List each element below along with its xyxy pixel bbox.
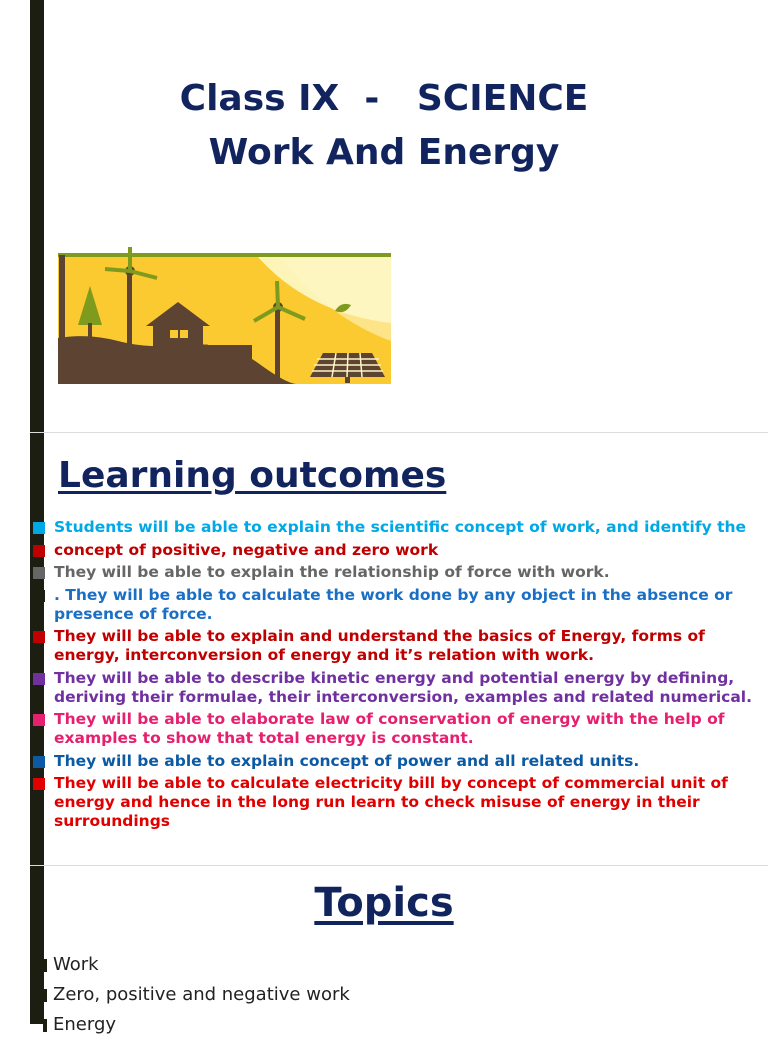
topics-heading: Topics [314, 880, 454, 926]
topic-item [38, 980, 350, 1010]
learning-outcome-text: They will be able to explain concept of power and all related units. [54, 751, 640, 770]
square-bullet-icon [33, 631, 45, 643]
renewable-energy-illustration [58, 253, 391, 384]
learning-outcome-text: They will be able to explain and understand the basics of Energy, forms of energy, interconversion of energy and it’s relation with work. [54, 627, 705, 664]
learning-outcome-item [33, 774, 768, 831]
learning-outcome-text: They will be able to explain the relationship of force with work. [54, 563, 610, 581]
learning-outcome-text: They will be able to calculate electricity bill by concept of commercial unit of energy and hence in the long run learn to check misuse of energy in their surroundings [54, 774, 728, 830]
slide-topics [0, 866, 768, 1035]
learning-outcome-item [33, 541, 768, 560]
learning-outcomes-list [33, 518, 768, 835]
slide-title [0, 0, 768, 432]
learning-outcome-item [33, 518, 768, 537]
square-bullet-icon [33, 567, 45, 579]
square-bullet-icon [33, 545, 45, 557]
learning-outcome-text: They will be able to elaborate law of conservation of energy with the help of examples to show that total energy is constant. [54, 710, 725, 747]
learning-outcome-text: They will be able to describe kinetic energy and potential energy by defining, deriving their formulae, their interconversion, examples and related numerical. [54, 668, 752, 706]
learning-outcomes-heading: Learning outcomes [58, 455, 447, 496]
topic-text: Zero, positive and negative work [53, 984, 350, 1005]
learning-outcome-item [33, 586, 768, 624]
square-bullet-icon [33, 778, 45, 790]
slide-title-line-1: Class IX - SCIENCE [179, 78, 589, 119]
topic-item [38, 1010, 350, 1040]
learning-outcome-text: Students will be able to explain the scientific concept of work, and identify the [54, 518, 747, 536]
square-bullet-icon [33, 714, 45, 726]
topic-item [38, 950, 350, 980]
bar-bullet-icon [43, 989, 47, 1002]
square-bullet-icon [33, 756, 45, 768]
learning-outcome-text: . They will be able to calculate the work done by any object in the absence or presence of force. [54, 585, 733, 623]
bar-bullet-icon [43, 959, 47, 972]
learning-outcome-item [33, 752, 768, 771]
slide-learning-outcomes [0, 433, 768, 865]
learning-outcome-item [33, 669, 768, 707]
learning-outcome-item [33, 563, 768, 582]
slide-title-line-2: Work And Energy [208, 132, 560, 173]
square-bullet-icon [33, 673, 45, 685]
square-bullet-icon [33, 522, 45, 534]
square-bullet-icon [42, 590, 45, 602]
learning-outcome-item [33, 710, 768, 748]
learning-outcome-item [33, 627, 768, 665]
topic-text: Energy [53, 1014, 117, 1035]
topics-list [38, 950, 350, 1040]
bar-bullet-icon [43, 1019, 47, 1032]
topic-text: Work [53, 954, 99, 975]
learning-outcome-text: concept of positive, negative and zero work [54, 540, 439, 559]
